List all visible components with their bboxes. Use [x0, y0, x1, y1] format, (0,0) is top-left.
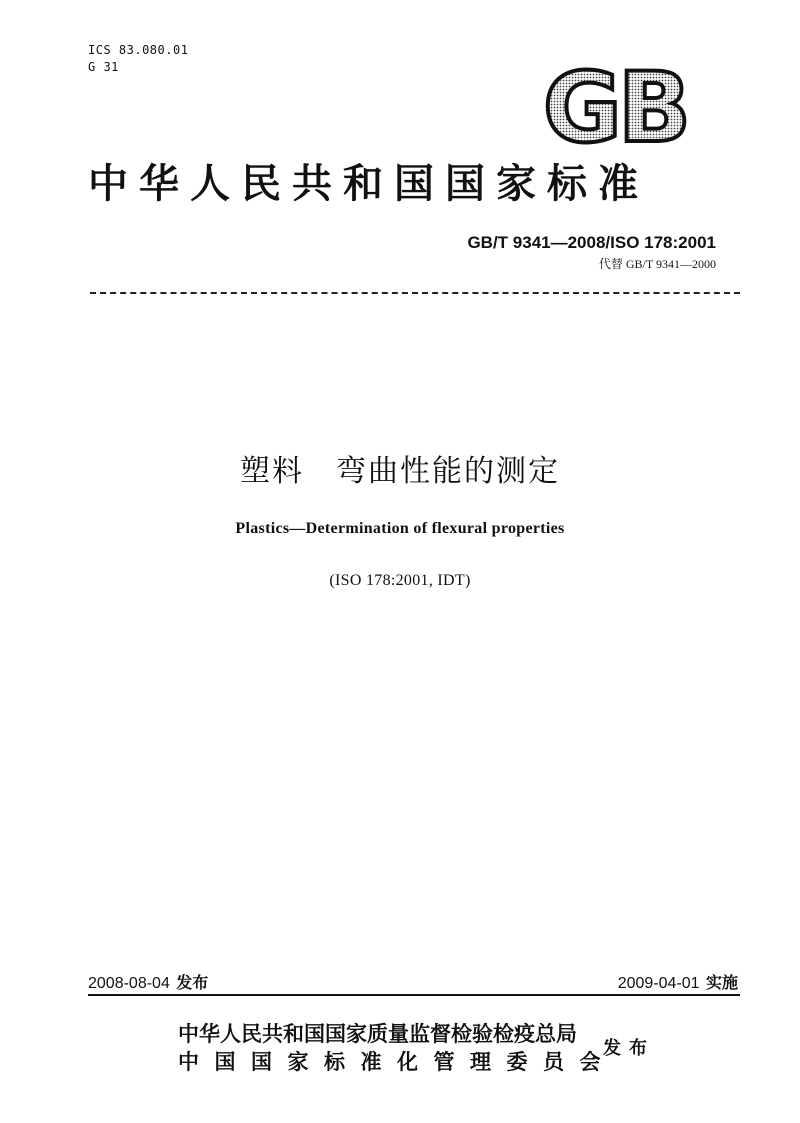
ics-code: ICS 83.080.01 — [88, 43, 189, 57]
gb-logo-text: GB — [543, 55, 687, 150]
classification-codes — [88, 42, 188, 76]
footer-divider — [88, 994, 740, 996]
issue-date: 2008-08-04 — [88, 975, 170, 992]
iso-reference: (ISO 178:2001, IDT) — [329, 572, 471, 589]
issuer-aqsiq: 中华人民共和国国家质量监督检验检疫总局 — [178, 1022, 577, 1046]
implementation-date-line — [618, 970, 738, 993]
issuer-sac: 中国国家标准化管理委员会 — [178, 1050, 616, 1074]
document-title-cn: 塑料 弯曲性能的测定 — [240, 454, 560, 489]
issue-label: 发布 — [176, 973, 209, 992]
gb-logo — [532, 55, 698, 150]
header-divider — [90, 292, 740, 294]
implementation-date: 2009-04-01 — [617, 975, 700, 992]
replaces-standard: 代替 GB/T 9341—2000 — [598, 257, 716, 271]
standard-code: GB/T 9341—2008/ISO 178:2001 — [467, 233, 716, 252]
ccs-code: G 31 — [88, 60, 119, 74]
national-standard-title: 中华人民共和国国家标准 — [88, 160, 649, 207]
publish-label: 发布 — [603, 1038, 655, 1059]
document-title-en: Plastics—Determination of flexural properties — [235, 520, 565, 537]
issue-date-line — [88, 970, 208, 993]
implementation-label: 实施 — [705, 973, 738, 992]
